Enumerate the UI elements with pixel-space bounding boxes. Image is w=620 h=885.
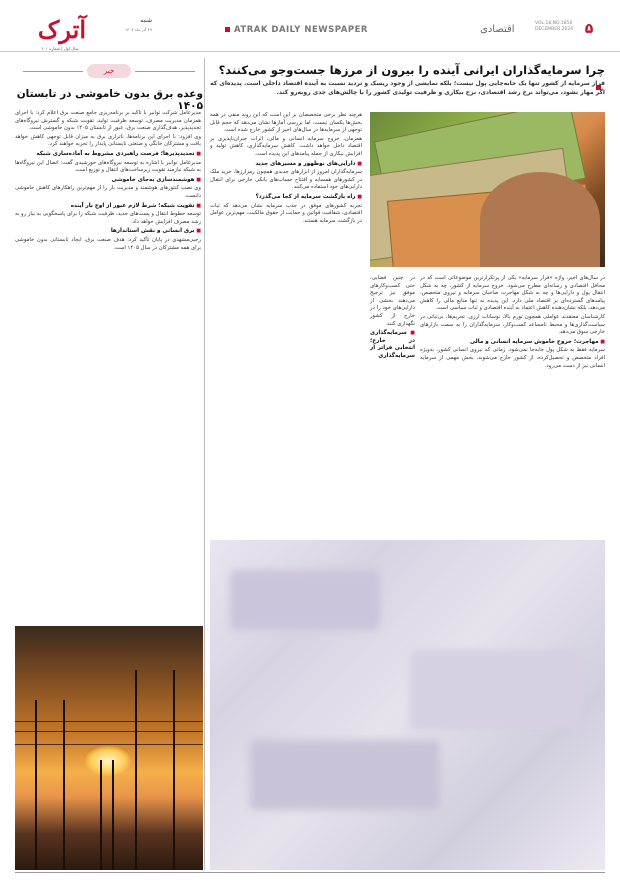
volume-info xyxy=(535,21,573,33)
paragraph: رجبی‌مشهدی در پایان تأکید کرد: هدف صنعت برق، ایجاد تابستانی بدون خاموشی برای همه مشترکان در سال ۱۴۰۵ است. xyxy=(15,236,201,251)
logo-subtitle: سال اول | شماره ۲۰۱ xyxy=(41,46,79,51)
subheading: ■ دارایی‌های نوظهور و مسیرهای جدید xyxy=(210,161,362,169)
volume-number: VOL.18,NO.1858 xyxy=(535,21,573,26)
newspaper-logo: آترک xyxy=(37,15,86,44)
newspaper-title-en: ATRAK DAILY NEWSPAPER xyxy=(225,25,368,35)
paragraph: مدیرعامل توانیر با اشاره به توسعه نیروگاه‌های خورشیدی گفت: اتصال این نیروگاه‌ها به شبکه نیازمند تقویت زیرساخت‌های انتقال و توزیع است. xyxy=(15,159,201,174)
subheading: ■ تجدیدپذیرها؛ فرصت راهبردی مشروط به آماده‌سازی شبکه xyxy=(15,151,201,159)
issue-date: ۲۹ آذر ماه ۱۴۰۳ xyxy=(125,27,152,32)
power-lines-photo xyxy=(15,626,203,870)
page-bottom-rule xyxy=(15,872,605,873)
paragraph: سرمایه‌گذاران امروز از ابزارهای جدیدی همچون رمزارزها، خرید ملک در کشورهای همسایه و افتتاح حساب‌های بانکی خارجی برای انتقال دارایی‌های خود استفاده می‌کنند. xyxy=(210,169,362,191)
paragraph: وی افزود: با اجرای این برنامه‌ها، ناترازی برق به میزان قابل توجهی کاهش خواهد یافت و مشترکان خانگی و صنعتی تابستانی پایدار را تجربه خواهند کرد. xyxy=(15,133,201,148)
subheading: ■ برق انسانی و نقش استاندارها xyxy=(15,228,201,236)
paragraph: هرچند نظر برخی متخصصان بر این است که این روند منفی در همه بخش‌ها یکسان نیست، اما بررسی آمارها نشان می‌دهد که حجم قابل توجهی از سرمایه‌ها در سال‌های اخیر از کشور خارج شده است. xyxy=(210,112,362,134)
paragraph: سرمایه فقط به شکل پول جابه‌جا نمی‌شود. زمانی که نیروی انسانی کشور، به‌ویژه افراد متخصص و تحصیل‌کرده، از کشور خارج می‌شوند، بخش مهمی از سرمایه انسانی نیز از دست می‌رود. xyxy=(420,347,605,369)
main-column-2 xyxy=(210,112,362,532)
sidebar-article xyxy=(15,58,205,870)
main-headline: چرا سرمایه‌گذاران ایرانی آینده را بیرون از مرزها جست‌وجو می‌کنند؟ xyxy=(210,62,605,94)
paragraph: در چنین فضایی، حتی کسب‌وکارهای موفق نیز ترجیح می‌دهند بخشی از دارایی‌های خود را در خارج از کشور نگهداری کنند. xyxy=(370,275,415,327)
blurred-advertisement xyxy=(210,540,605,870)
main-column-1 xyxy=(420,275,605,535)
section-name: اقتصادی xyxy=(480,24,515,35)
page-number: ۵ xyxy=(584,21,594,37)
dateline xyxy=(92,16,152,34)
subheading: ■ تقویت شبکه؛ شرط لازم عبور از اوج بار آینده xyxy=(15,203,201,211)
volume-date: DECEMBER 2024 xyxy=(535,27,574,32)
subheading: ■ هوشمندسازی به‌جای خاموشی xyxy=(15,177,201,185)
paragraph: همزمان، خروج سرمایه انسانی و مالی، اثرات جبران‌ناپذیری بر اقتصاد داخل خواهد داشت. کاهش سرمایه‌گذاری، کاهش تولید و افزایش بیکاری از جمله پیامدهای این پدیده است. xyxy=(210,135,362,157)
subheading: ■ سرمایه‌گذاری در خارج؛ انتخابی فراتر از سرمایه‌گذاری xyxy=(370,330,415,360)
money-photo xyxy=(370,112,605,267)
paragraph: وی نصب کنتورهای هوشمند و مدیریت بار را از مهم‌ترین راهکارهای کاهش خاموشی دانست. xyxy=(15,185,201,199)
news-badge: خبر xyxy=(87,64,131,78)
paragraph: کارشناسان معتقدند عواملی همچون تورم بالا، نوسانات ارزی، تحریم‌ها، بی‌ثباتی در سیاست‌گذاری‌ها و محیط نامساعد کسب‌وکار، سرمایه‌گذاران را به سمت بازارهای خارجی سوق می‌دهد. xyxy=(420,313,605,336)
paragraph: در سال‌های اخیر، واژه «فرار سرمایه» یکی از پرتکرارترین موضوعاتی است که در محافل اقتصادی و رسانه‌ای مطرح می‌شود. خروج سرمایه از کشور، چه به شکل انتقال پول و دارایی‌ها و چه به شکل مهاجرت صاحبان سرمایه و نیروی متخصص، پیامدهای گسترده‌ای بر اقتصاد ملی دارد. این پدیده نه تنها منابع مالی را کاهش می‌دهد، بلکه نشان‌دهنده کاهش اعتماد به آینده اقتصادی و ثبات سیاسی است. xyxy=(420,275,605,312)
sidebar-headline: وعده برق بدون خاموشی در تابستان ۱۴۰۵ xyxy=(16,88,203,112)
paragraph: مدیرعامل شرکت توانیر با تأکید بر برنامه‌ریزی جامع صنعت برق اعلام کرد: با اجرای همزمان مدیریت مصرف، توسعه ظرفیت تولید، تقویت شبکه و گسترش نیروگاه‌های تجدیدپذیر، هدف‌گذاری صنعت برق، عبور از تابستان ۱۴۰۵ بدون خاموشی است. xyxy=(15,110,201,132)
paragraph: تجربه کشورهای موفق در جذب سرمایه نشان می‌دهد که ثبات اقتصادی، شفافیت قوانین و حمایت از حقوق مالکیت، مهم‌ترین عوامل در بازگشت سرمایه هستند. xyxy=(210,202,362,224)
subheading: ■ راه بازگشت سرمایه از کجا می‌گذرد؟ xyxy=(210,194,362,202)
main-column-3 xyxy=(370,275,415,362)
paragraph: توسعه خطوط انتقال و پست‌های جدید، ظرفیت شبکه را برای پاسخگویی به نیاز رو به رشد مصرف افزایش خواهد داد. xyxy=(15,211,201,225)
masthead xyxy=(0,0,620,52)
issue-day: شنبه xyxy=(140,17,152,24)
subheading: ■ مهاجرت؛ خروج خاموش سرمایه انسانی و مالی xyxy=(420,339,605,347)
sidebar-body xyxy=(15,110,201,620)
main-lead: فرار سرمایه از کشور تنها یک جابه‌جایی پول نیست؛ بلکه نمایشی از وجود ریسک و تردید نسبت به آینده اقتصاد داخلی است. پدیده‌ای که اگر مهار نشود، می‌تواند نرخ رشد اقتصادی، نرخ بیکاری و ظرفیت تولیدی کشور را با چالش‌های جدی روبه‌رو کند. xyxy=(210,80,605,96)
